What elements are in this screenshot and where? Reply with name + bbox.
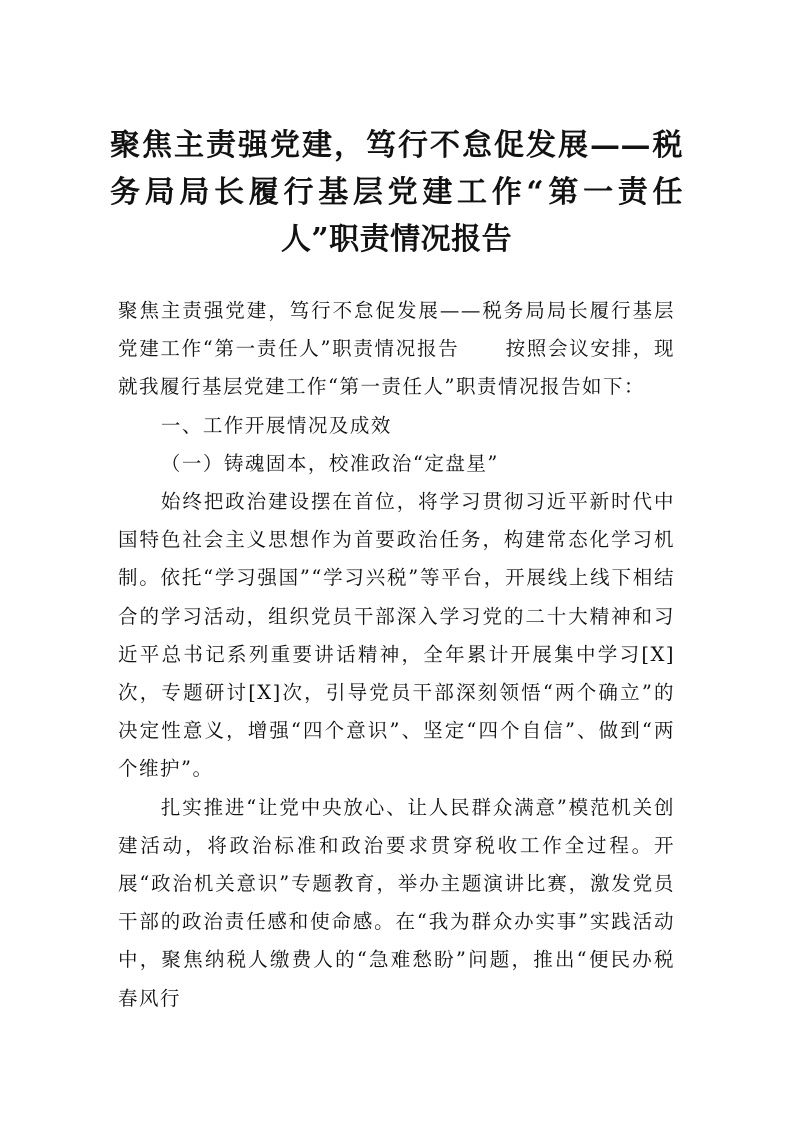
- intro-text: 按照会议安排，现就我履行基层党建工作“第一责任人”职责情况报告如下：: [118, 337, 675, 399]
- document-body: [118, 292, 675, 1018]
- section-heading: 一、工作开展情况及成效: [160, 413, 392, 437]
- body-paragraph-2: 扎实推进“让党中央放心、让人民群众满意”模范机关创建活动，将政治标准和政治要求贯穿税收工作全过程。开展“政治机关意识”专题教育，举办主题演讲比赛，激发党员干部的政治责任感和使命感。在“我为群众办实事”实践活动中，聚焦纳税人缴费人的“急难愁盼”问题，推出“便民办税春风行: [118, 795, 675, 1010]
- subsection-heading: （一）铸魂固本，校准政治“定盘星”: [160, 451, 499, 475]
- document-title: 聚焦主责强党建，笃行不怠促发展——税务局局长履行基层党建工作“第一责任人”职责情况报告: [110, 128, 683, 257]
- body-paragraph-1: 始终把政治建设摆在首位，将学习贯彻习近平新时代中国特色社会主义思想作为首要政治任务，构建常态化学习机制。依托“学习强国”“学习兴税”等平台，开展线上线下相结合的学习活动，组织党员干部深入学习党的二十大精神和习近平总书记系列重要讲话精神，全年累计开展集中学习[X]次，专题研讨[X]次，引导党员干部深刻领悟“两个确立”的决定性意义，增强“四个意识”、坚定“四个自信”、做到“两个维护”。: [118, 490, 675, 781]
- intro-paragraph: [118, 292, 675, 407]
- intro-heading: 聚焦主责强党建，笃行不怠促发展——税务局局长履行基层党建工作“第一责任人”职责情况报告: [118, 299, 675, 361]
